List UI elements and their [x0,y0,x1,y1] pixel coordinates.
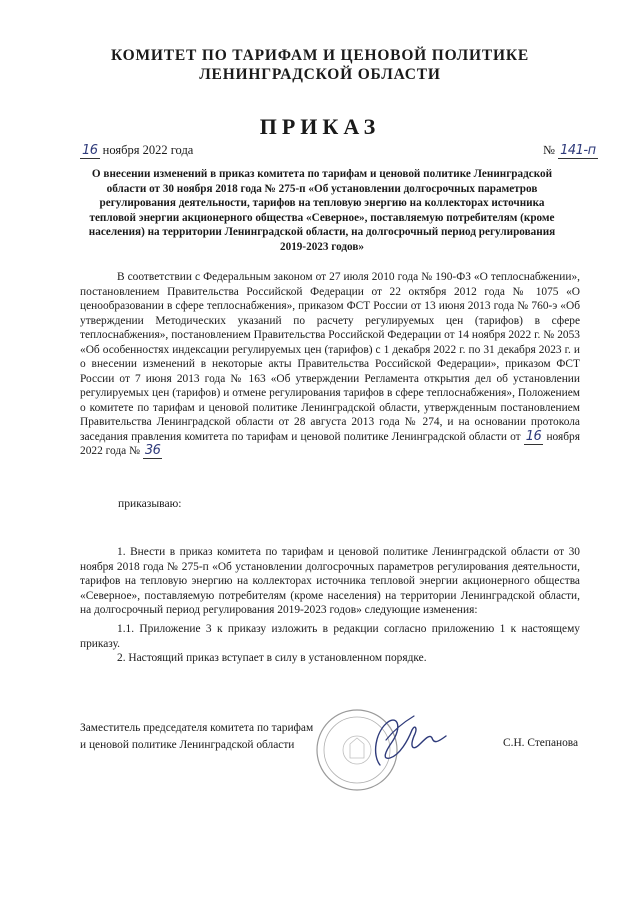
document-title: ПРИКАЗ [259,114,381,139]
preamble-paragraph [80,270,580,459]
protocol-number-handwritten: 36 [144,443,161,458]
signatory-position [80,720,313,754]
item-2: 2. Настоящий приказ вступает в силу в установленном порядке. [117,652,427,664]
item-1-1: 1.1. Приложение 3 к приказу изложить в редакции согласно приложению 1 к настоящему приказу. [80,623,580,650]
date-day-handwritten: 16 [82,143,98,158]
preamble-text: В соответствии с Федеральным законом от 27 июля 2010 года № 190-ФЗ «О теплоснабжении», постановлением Правительства Российской Федерации от 22 октября 2012 года № 1075 «О ценообразовании в сфере теплоснабжения», приказом ФСТ России от 13 июня 2013 года № 760-э «Об утверждении Методических указаний по расчету регулируемых цен (тарифов) в сфере теплоснабжения», постановлением Правительства Российской Федерации от 14 ноября 2022 г. № 2053 «Об особенностях индексации регулируемых цен (тарифов) с 1 декабря 2022 г. по 31 декабря 2023 г. и о внесении изменений в некоторые акты Правительства Российской Федерации», приказом ФСТ России от 7 июня 2013 года № 163 «Об утверждении Регламента открытия дел об установлении регулируемых цен (тарифов) и отмене регулирования тарифов в сфере теплоснабжения», Положением о комитете по тарифам и ценовой политике Ленинградской области, утвержденным постановлением Правительства Ленинградской области от 28 августа 2013 года № 274, и на основании протокола заседания правления комитета по тарифам и ценовой политике Ленинградской области от [80,271,580,443]
number-handwritten: 141-п [560,143,596,158]
order-word: приказываю: [118,497,182,510]
signatory-position-line1: Заместитель председателя комитета по тарифам [80,722,314,734]
signatory-name: С.Н. Степанова [503,737,579,749]
handwritten-signature [360,700,460,780]
document-number [543,143,598,158]
org-name-line1: КОМИТЕТ ПО ТАРИФАМ И ЦЕНОВОЙ ПОЛИТИКЕ [110,47,530,64]
preamble-text-mid: ноября 2022 года № [80,430,580,457]
item-1: 1. Внести в приказ комитета по тарифам и ценовой политике Ленинградской области от 30 ноября 2018 года № 275-п «Об установлении долгосрочных параметров регулирования деятельности, тарифов на тепловую энергию на коллекторах источника тепловой энергии акционерного общества «Северное», поставляемую потребителям (кроме населения) на территории Ленинградской области, на долгосрочный период регулирования 2019-2023 годов» следующие изменения: [80,546,580,616]
protocol-day-handwritten: 16 [525,428,542,444]
signatory-position-line2: и ценовой политике Ленинградской области [80,739,295,751]
document-date [80,143,193,158]
document-subject: О внесении изменений в приказ комитета по тарифам и ценовой политике Ленинградской области от 30 ноября 2018 года № 275-п «Об установлении долгосрочных параметров регулирования деятельности, тарифов на тепловую энергию на коллекторах источника тепловой энергии акционерного общества «Северное», поставляемую потребителям (кроме населения) на территории Ленинградской области, на долгосрочный период регулирования 2019-2023 годов» [88,168,556,253]
org-name-line2: ЛЕНИНГРАДСКОЙ ОБЛАСТИ [199,66,441,83]
number-prefix: № [543,143,559,157]
date-month-year: ноября 2022 года [99,143,194,157]
